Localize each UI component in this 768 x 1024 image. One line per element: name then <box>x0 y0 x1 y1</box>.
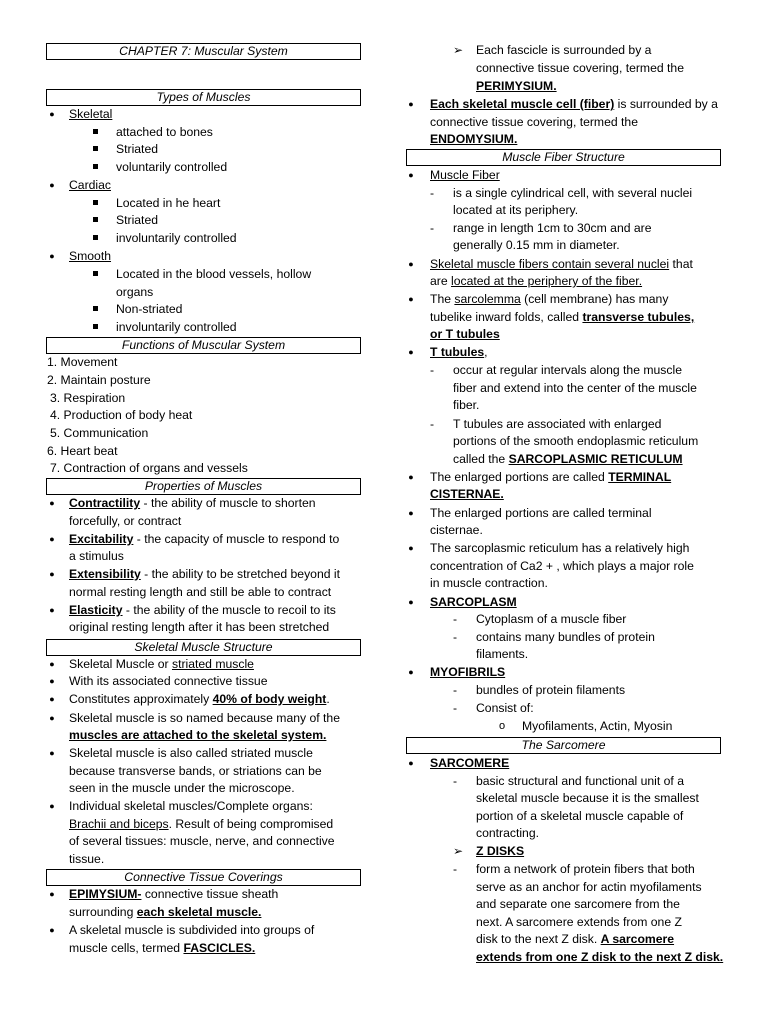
text: surrounding <box>69 905 137 919</box>
emphasis-text: T tubules <box>430 345 485 359</box>
text: The <box>430 292 455 306</box>
bullet-item <box>69 922 314 940</box>
emphasis-text: SARCOPLASMIC RETICULUM <box>508 452 683 466</box>
text: is surrounded by a <box>614 97 718 111</box>
text: contains many bundles of protein <box>476 630 655 644</box>
text: involuntarily controlled <box>116 231 237 245</box>
sub-item <box>116 230 237 248</box>
bullet-icon: ● <box>408 259 414 269</box>
text-line <box>453 380 697 398</box>
emphasis-text: SARCOMERE <box>430 756 510 770</box>
text-line <box>476 790 699 808</box>
text: Skeletal muscle is so named because many of the <box>69 711 340 725</box>
bullet-item <box>430 755 509 773</box>
text-line <box>69 763 322 781</box>
text: Non-striated <box>116 302 183 316</box>
bullet-icon: ● <box>408 667 414 677</box>
text-line <box>69 584 331 602</box>
square-bullet-icon <box>93 306 98 311</box>
dash-item <box>476 861 695 879</box>
emphasis-text: Skeletal <box>69 107 113 121</box>
dash-bullet-icon: - <box>453 630 458 644</box>
text-line <box>453 202 578 220</box>
bullet-icon: ● <box>408 597 414 607</box>
bullet-icon: ● <box>408 294 414 304</box>
text: fiber and extend into the center of the muscle <box>453 381 697 395</box>
term-label: Extensibility <box>69 567 141 581</box>
text: seen in the muscle under the microscope. <box>69 781 295 795</box>
text: connective tissue covering, termed the <box>476 61 684 75</box>
circle-item <box>522 718 672 736</box>
text: 7. Contraction of organs and vessels <box>50 461 248 475</box>
text: Individual skeletal muscles/Complete organs: <box>69 799 313 813</box>
text: With its associated connective tissue <box>69 674 268 688</box>
text: is a single cylindrical cell, with several nuclei <box>453 186 693 200</box>
section-heading: The Sarcomere <box>406 737 721 754</box>
text: 6. Heart beat <box>47 444 118 458</box>
circle-bullet-icon: o <box>499 720 506 732</box>
list-line <box>47 443 117 461</box>
square-bullet-icon <box>93 217 98 222</box>
arrow-bullet-icon: ➢ <box>453 844 464 858</box>
bullet-icon: ● <box>49 109 55 119</box>
bullet-icon: ● <box>408 508 414 518</box>
text: - the ability of muscle to shorten <box>140 496 316 510</box>
text: voluntarily controlled <box>116 160 228 174</box>
section-heading: Types of Muscles <box>46 89 361 106</box>
text: in muscle contraction. <box>430 576 548 590</box>
text: The sarcoplasmic reticulum has a relatively high <box>430 541 690 555</box>
text: . <box>326 692 330 706</box>
bullet-icon: ● <box>408 99 414 109</box>
text: Myofilaments, Actin, Myosin <box>522 719 673 733</box>
emphasis-text: EPIMYSIUM- <box>69 887 142 901</box>
text-line <box>430 273 642 291</box>
bullet-icon: ● <box>408 170 414 180</box>
bullet-icon: ● <box>49 605 55 615</box>
text: called the <box>453 452 509 466</box>
sub-item <box>116 266 311 284</box>
text: connective tissue sheath <box>141 887 279 901</box>
text-line <box>430 114 638 132</box>
bullet-item <box>69 691 330 709</box>
text-line <box>430 558 694 576</box>
emphasis-text: Smooth <box>69 249 112 263</box>
emphasis-text: Each skeletal muscle cell (fiber) <box>430 97 615 111</box>
text: next. A sarcomere extends from one Z <box>476 915 682 929</box>
dash-bullet-icon: - <box>453 701 458 715</box>
text-line <box>69 619 329 637</box>
emphasis-text: 40% of body weight <box>212 692 327 706</box>
emphasis-text: located at the periphery of the fiber. <box>451 274 643 288</box>
bullet-item <box>69 531 339 549</box>
emphasis-text: MYOFIBRILS <box>430 665 506 679</box>
bullet-item <box>69 886 278 904</box>
bullet-icon: ● <box>49 534 55 544</box>
bullet-icon: ● <box>49 676 55 686</box>
text: occur at regular intervals along the muscle <box>453 363 682 377</box>
arrow-bullet-icon: ➢ <box>453 43 464 57</box>
bullet-icon: ● <box>49 569 55 579</box>
square-bullet-icon <box>93 324 98 329</box>
bullet-icon: ● <box>49 180 55 190</box>
text-line <box>476 60 684 78</box>
bullet-icon: ● <box>408 543 414 553</box>
text: T tubules are associated with enlarged <box>453 417 662 431</box>
dash-bullet-icon: - <box>430 363 435 377</box>
text-line <box>453 433 698 451</box>
bullet-item <box>69 248 111 266</box>
section-heading: CHAPTER 7: Muscular System <box>46 43 361 60</box>
list-line <box>50 460 248 478</box>
text: fiber. <box>453 398 480 412</box>
text: Skeletal Muscle or <box>69 657 172 671</box>
text-line <box>116 284 153 302</box>
text-line <box>476 646 528 664</box>
emphasis-text: A sarcomere <box>600 932 675 946</box>
text: and separate one sarcomere from the <box>476 897 680 911</box>
emphasis-text: TERMINAL <box>608 470 672 484</box>
text: skeletal muscle because it is the smallest <box>476 791 699 805</box>
text: of several tissues: muscle, nerve, and connective <box>69 834 335 848</box>
text-line <box>476 78 557 96</box>
emphasis-text: each skeletal muscle. <box>136 905 262 919</box>
emphasis-text: extends from one Z disk to the next Z disk. <box>476 950 724 964</box>
text-line <box>453 237 620 255</box>
dash-bullet-icon: - <box>453 683 458 697</box>
text: Striated <box>116 142 159 156</box>
text: original resting length after it has been stretched <box>69 620 330 634</box>
text: cisternae. <box>430 523 483 537</box>
text: 1. Movement <box>47 355 118 369</box>
bullet-icon: ● <box>49 251 55 261</box>
list-line <box>47 354 117 372</box>
text: concentration of Ca2 + , which plays a major role <box>430 559 694 573</box>
term-label: Elasticity <box>69 603 123 617</box>
dash-item <box>453 362 682 380</box>
text: tubelike inward folds, called <box>430 310 583 324</box>
text: because transverse bands, or striations can be <box>69 764 322 778</box>
text-line <box>69 727 326 745</box>
text: attached to bones <box>116 125 213 139</box>
text: are <box>430 274 452 288</box>
section-heading: Skeletal Muscle Structure <box>46 639 361 656</box>
bullet-icon: ● <box>49 694 55 704</box>
text: Consist of: <box>476 701 534 715</box>
text: , <box>484 345 488 359</box>
dash-item <box>476 682 625 700</box>
text: generally 0.15 mm in diameter. <box>453 238 620 252</box>
emphasis-text: or T tubules <box>430 327 500 341</box>
section-heading: Connective Tissue Coverings <box>46 869 361 886</box>
emphasis-text: FASCICLES. <box>183 941 256 955</box>
text-line <box>476 879 702 897</box>
text: contracting. <box>476 826 540 840</box>
bullet-icon: ● <box>408 472 414 482</box>
text-line <box>453 451 683 469</box>
text: forcefully, or contract <box>69 514 182 528</box>
arrow-item <box>476 42 651 60</box>
text-line <box>476 825 539 843</box>
sub-item <box>116 319 237 337</box>
text: Skeletal muscle is also called striated muscle <box>69 746 313 760</box>
bullet-icon: ● <box>49 925 55 935</box>
emphasis-text: sarcolemma <box>454 292 521 306</box>
text: normal resting length and still be able to contract <box>69 585 332 599</box>
bullet-icon: ● <box>49 801 55 811</box>
square-bullet-icon <box>93 200 98 205</box>
square-bullet-icon <box>93 129 98 134</box>
text-line <box>69 904 261 922</box>
text: 4. Production of body heat <box>50 408 193 422</box>
text-line <box>476 896 680 914</box>
text: tissue. <box>69 852 105 866</box>
text-line <box>69 940 255 958</box>
text-line <box>430 131 517 149</box>
term-label: Excitability <box>69 532 134 546</box>
sub-item <box>116 124 213 142</box>
bullet-item <box>430 167 500 185</box>
bullet-icon: ● <box>408 758 414 768</box>
list-line <box>50 390 125 408</box>
text: Located in the blood vessels, hollow <box>116 267 312 281</box>
text: form a network of protein fibers that both <box>476 862 695 876</box>
text: organs <box>116 285 154 299</box>
bullet-item <box>430 344 488 362</box>
bullet-item <box>69 745 313 763</box>
bullet-icon: ● <box>49 659 55 669</box>
dash-item <box>453 185 692 203</box>
text: Cytoplasm of a muscle fiber <box>476 612 627 626</box>
bullet-icon: ● <box>49 713 55 723</box>
bullet-item <box>69 566 340 584</box>
bullet-item <box>430 291 668 309</box>
text-line <box>476 808 683 826</box>
text: Constitutes approximately <box>69 692 213 706</box>
bullet-icon: ● <box>49 748 55 758</box>
sub-item <box>116 195 220 213</box>
bullet-icon: ● <box>408 347 414 357</box>
list-line <box>47 372 151 390</box>
text: 5. Communication <box>50 426 149 440</box>
text: located at its periphery. <box>453 203 579 217</box>
text: 3. Respiration <box>50 391 126 405</box>
text: range in length 1cm to 30cm and are <box>453 221 652 235</box>
emphasis-text: ENDOMYSIUM. <box>430 132 518 146</box>
emphasis-text: Z DISKS <box>476 844 525 858</box>
text-line <box>453 397 479 415</box>
emphasis-text: Brachii and biceps <box>69 817 169 831</box>
text: 2. Maintain posture <box>47 373 151 387</box>
dash-bullet-icon: - <box>430 186 435 200</box>
text-line <box>430 575 548 593</box>
text-line <box>476 949 723 967</box>
bullet-item <box>69 602 336 620</box>
dash-item <box>476 611 626 629</box>
list-line <box>50 407 192 425</box>
bullet-item <box>430 594 517 612</box>
sub-item <box>116 212 158 230</box>
section-heading: Muscle Fiber Structure <box>406 149 721 166</box>
text: Located in he heart <box>116 196 221 210</box>
dash-item <box>476 629 655 647</box>
dash-item <box>476 773 684 791</box>
dash-item <box>476 700 534 718</box>
text-line <box>69 851 104 869</box>
emphasis-text: CISTERNAE. <box>430 487 504 501</box>
dash-bullet-icon: - <box>430 221 435 235</box>
term-label: Contractility <box>69 496 141 510</box>
square-bullet-icon <box>93 235 98 240</box>
sub-item <box>116 301 182 319</box>
bullet-item <box>69 495 316 513</box>
text-line <box>69 816 333 834</box>
bullet-item <box>430 664 505 682</box>
dash-item <box>453 220 652 238</box>
section-heading: Functions of Muscular System <box>46 337 361 354</box>
text-line <box>69 780 295 798</box>
bullet-icon: ● <box>49 498 55 508</box>
text: (cell membrane) has many <box>520 292 669 306</box>
bullet-item <box>430 469 671 487</box>
square-bullet-icon <box>93 164 98 169</box>
text: basic structural and functional unit of a <box>476 774 684 788</box>
emphasis-text: Cardiac <box>69 178 111 192</box>
bullet-item <box>430 256 693 274</box>
bullet-item <box>69 177 111 195</box>
text: muscle cells, termed <box>69 941 184 955</box>
text-line <box>476 914 682 932</box>
text: The enlarged portions are called terminal <box>430 506 652 520</box>
text: portions of the smooth endoplasmic reticulum <box>453 434 699 448</box>
emphasis-text: transverse tubules, <box>582 310 695 324</box>
dash-item <box>453 416 661 434</box>
text-line <box>69 833 335 851</box>
emphasis-text: SARCOPLASM <box>430 595 517 609</box>
sub-item <box>116 159 227 177</box>
section-heading: Properties of Muscles <box>46 478 361 495</box>
text: - the capacity of muscle to respond to <box>133 532 340 546</box>
text: . Result of being compromised <box>168 817 334 831</box>
text: that <box>669 257 693 271</box>
text: - the ability to be stretched beyond it <box>140 567 340 581</box>
emphasis-text: Muscle Fiber <box>430 168 500 182</box>
list-line <box>50 425 148 443</box>
emphasis-text: Skeletal muscle fibers contain several nuclei <box>430 257 670 271</box>
square-bullet-icon <box>93 271 98 276</box>
text: a stimulus <box>69 549 124 563</box>
dash-bullet-icon: - <box>453 774 458 788</box>
text: A skeletal muscle is subdivided into groups of <box>69 923 315 937</box>
text: Striated <box>116 213 159 227</box>
sub-item <box>116 141 158 159</box>
bullet-item <box>69 710 340 728</box>
text: bundles of protein filaments <box>476 683 626 697</box>
bullet-item <box>69 656 254 674</box>
dash-bullet-icon: - <box>453 612 458 626</box>
bullet-item <box>430 96 718 114</box>
text: serve as an anchor for actin myofilaments <box>476 880 702 894</box>
bullet-item <box>430 505 652 523</box>
text-line <box>430 486 504 504</box>
bullet-item <box>69 798 313 816</box>
dash-bullet-icon: - <box>453 862 458 876</box>
bullet-item <box>69 106 112 124</box>
text-line <box>69 513 181 531</box>
emphasis-text: muscles are attached to the skeletal system. <box>69 728 327 742</box>
square-bullet-icon <box>93 146 98 151</box>
text-line <box>430 326 500 344</box>
text: The enlarged portions are called <box>430 470 609 484</box>
text: connective tissue covering, termed the <box>430 115 638 129</box>
bullet-icon: ● <box>49 889 55 899</box>
text-line <box>430 522 483 540</box>
emphasis-text: striated muscle <box>171 657 254 671</box>
text: - the ability of the muscle to recoil to its <box>122 603 336 617</box>
bullet-item <box>430 540 689 558</box>
text-line <box>69 548 124 566</box>
emphasis-text: PERIMYSIUM. <box>476 79 557 93</box>
arrow-item <box>476 843 524 861</box>
dash-bullet-icon: - <box>430 417 435 431</box>
bullet-item <box>69 673 267 691</box>
text: portion of a skeletal muscle capable of <box>476 809 684 823</box>
text: disk to the next Z disk. <box>476 932 601 946</box>
text: involuntarily controlled <box>116 320 237 334</box>
text: filaments. <box>476 647 529 661</box>
text-line <box>476 931 674 949</box>
text: Each fascicle is surrounded by a <box>476 43 652 57</box>
text-line <box>430 309 694 327</box>
